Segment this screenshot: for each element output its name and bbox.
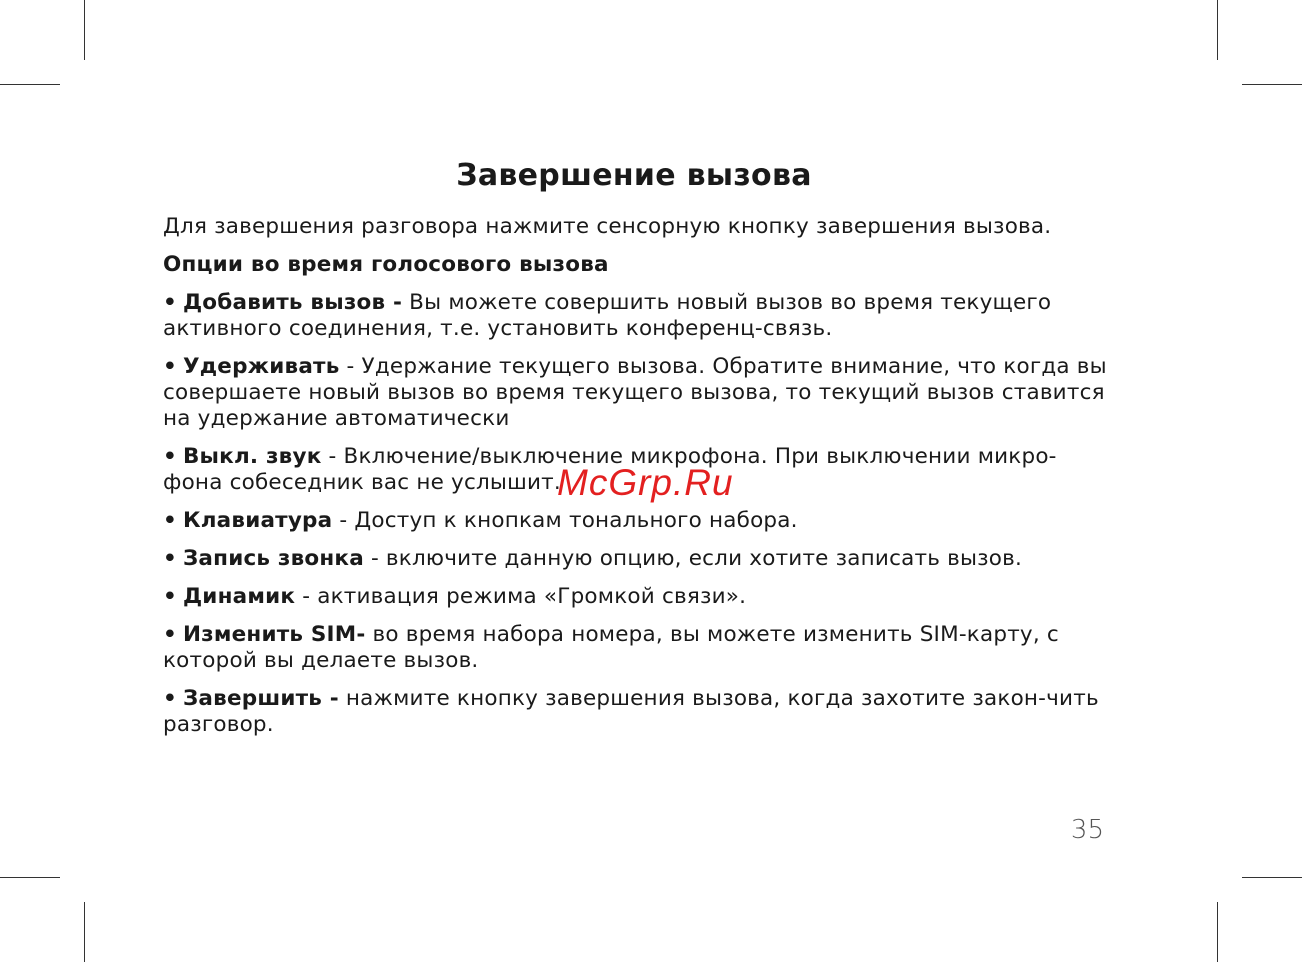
list-item xyxy=(163,584,1113,610)
item-text: - Включение/выключение микрофона. При выключении микро-фона собеседник вас не услышит. xyxy=(163,444,1057,495)
list-item xyxy=(163,290,1113,342)
crop-mark-bottom-left-horizontal xyxy=(0,877,60,878)
item-text: - Удержание текущего вызова. Обратите внимание, что когда вы совершаете новый вызов во время текущего вызова, то текущий вызов ставится на удержание автоматически xyxy=(163,354,1107,431)
list-item xyxy=(163,546,1113,572)
crop-mark-bottom-left-vertical xyxy=(84,902,85,962)
item-term: Клавиатура xyxy=(182,508,333,533)
item-term: Завершить - xyxy=(182,686,339,711)
item-term: Выкл. звук xyxy=(182,444,322,469)
item-term: Добавить вызов - xyxy=(182,290,403,315)
item-text: - включите данную опцию, если хотите записать вызов. xyxy=(363,546,1023,571)
crop-mark-top-left-vertical xyxy=(84,0,85,60)
item-text: Вы можете совершить новый вызов во время текущего активного соединения, т.е. установить конференц-связь. xyxy=(163,290,1052,341)
item-text: - активация режима «Громкой связи». xyxy=(295,584,747,609)
crop-mark-bottom-right-horizontal xyxy=(1242,877,1302,878)
item-term: Динамик xyxy=(182,584,296,609)
page-title: Завершение вызова xyxy=(456,158,812,193)
bullet-icon: • xyxy=(163,546,177,571)
bullet-icon: • xyxy=(163,622,177,647)
bullet-icon: • xyxy=(163,444,177,469)
section-subheading: Опции во время голосового вызова xyxy=(163,252,609,277)
item-text: во время набора номера, вы можете изменить SIM-карту, с которой вы делаете вызов. xyxy=(163,622,1059,673)
page-number: 35 xyxy=(1070,815,1104,845)
item-text: нажмите кнопку завершения вызова, когда захотите закон-чить разговор. xyxy=(163,686,1099,737)
crop-mark-bottom-right-vertical xyxy=(1217,902,1218,962)
bullet-icon: • xyxy=(163,354,177,379)
item-term: Изменить SIM- xyxy=(182,622,366,647)
bullet-icon: • xyxy=(163,290,177,315)
list-item xyxy=(163,622,1113,674)
list-item xyxy=(163,354,1113,432)
intro-paragraph: Для завершения разговора нажмите сенсорную кнопку завершения вызова. xyxy=(163,214,1052,239)
watermark: McGrp.Ru xyxy=(557,462,734,503)
bullet-icon: • xyxy=(163,584,177,609)
bullet-icon: • xyxy=(163,508,177,533)
item-term: Удерживать xyxy=(182,354,340,379)
item-text: - Доступ к кнопкам тонального набора. xyxy=(332,508,798,533)
crop-mark-top-right-vertical xyxy=(1217,0,1218,60)
list-item xyxy=(163,686,1113,738)
crop-mark-top-right-horizontal xyxy=(1242,84,1302,85)
bullet-icon: • xyxy=(163,686,177,711)
crop-mark-top-left-horizontal xyxy=(0,84,60,85)
list-item xyxy=(163,508,1113,534)
item-term: Запись звонка xyxy=(182,546,364,571)
